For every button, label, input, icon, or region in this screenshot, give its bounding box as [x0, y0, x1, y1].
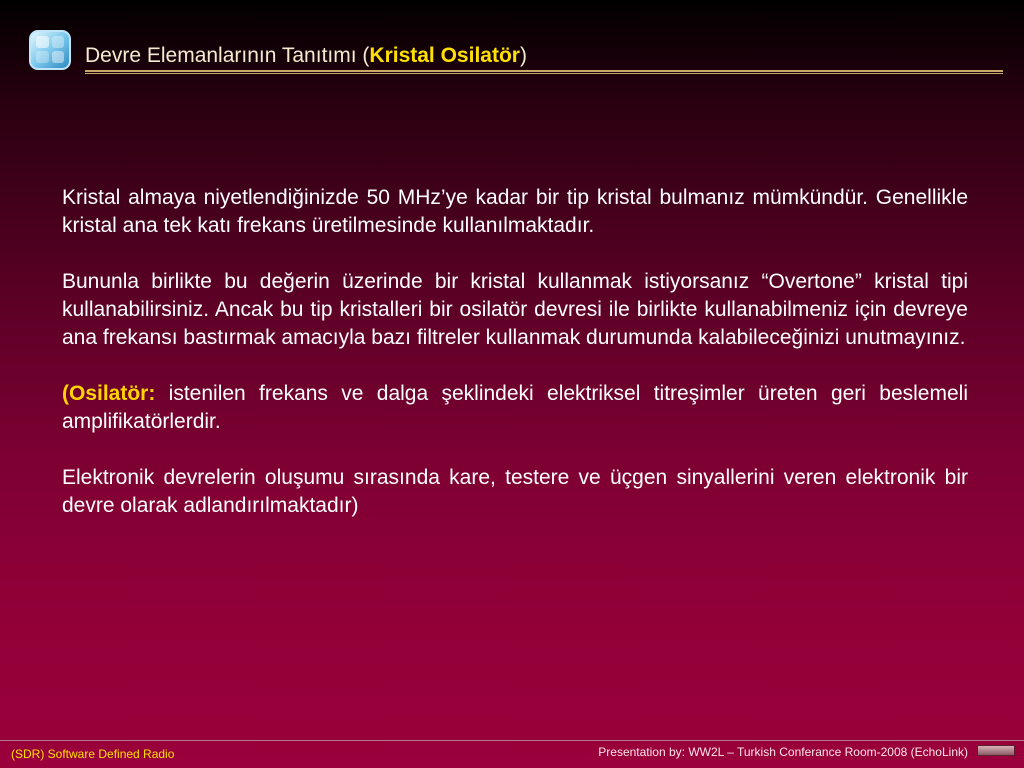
footer-badge-icon	[977, 745, 1015, 756]
slide-title	[85, 44, 527, 68]
oscillator-label: (Osilatör:	[62, 382, 156, 405]
slide-title-suffix: )	[519, 44, 527, 67]
paragraph-2: Bununla birlikte bu değerin üzerinde bir kristal kullanmak istiyorsanız “Overtone” kristal tipi kullanabilirsiniz. Ancak bu tip kristalleri bir osilatör devresi ile birlikte kullanabilmeniz için devreye ana frekansı bastırmak amacıyla bazı filtreler kullanmak durumunda kalabileceğinizi unutmayınız.	[62, 270, 968, 349]
slide-title-prefix: Devre Elemanlarının Tanıtımı (	[85, 44, 370, 67]
oscillator-definition: istenilen frekans ve dalga şeklindeki elektriksel titreşimler üreten geri beslemeli amplifikatörlerdir.	[62, 382, 968, 433]
footer-right-text: Presentation by: WW2L – Turkish Conferance Room-2008 (EchoLink)	[598, 745, 968, 759]
slide-title-highlight: Kristal Osilatör	[369, 44, 520, 67]
ice-cube-logo-icon	[27, 28, 73, 72]
slide-body	[62, 184, 968, 548]
footer-divider	[0, 740, 1024, 741]
paragraph-4: Elektronik devrelerin oluşumu sırasında kare, testere ve üçgen sinyallerini veren elektronik bir devre olarak adlandırılmaktadır)	[62, 466, 968, 517]
paragraph-1: Kristal almaya niyetlendiğinizde 50 MHz’ye kadar bir tip kristal bulmanız mümkündür. Genellikle kristal ana tek katı frekans üretilmesinde kullanılmaktadır.	[62, 186, 968, 237]
footer-left-text: (SDR) Software Defined Radio	[11, 747, 175, 761]
paragraph-3	[62, 380, 968, 436]
title-underline	[85, 70, 1003, 74]
